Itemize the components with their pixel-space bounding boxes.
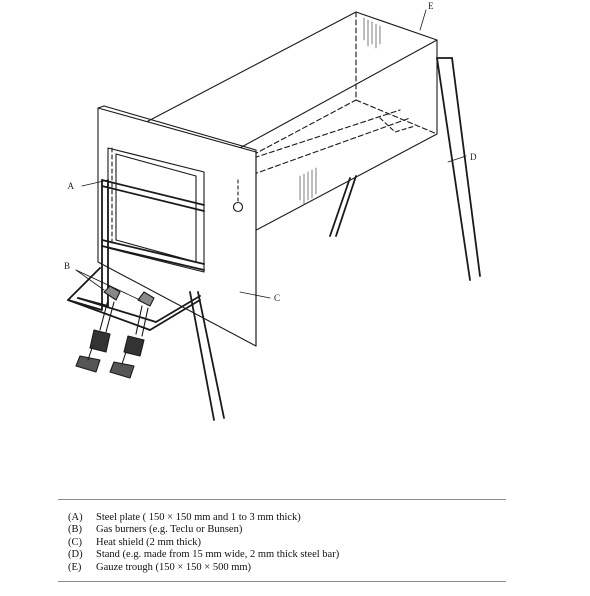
callout-e: E [428,1,434,11]
legend-key: (E) [68,561,82,573]
callout-d: D [470,152,477,162]
legend-item-e [68,562,339,574]
gas-burner-right [110,292,154,378]
legend-key: (B) [68,524,82,536]
legend-key: (D) [68,549,83,561]
callout-b: B [63,261,70,271]
legend-item-d [68,549,339,561]
legend-key: (A) [68,512,83,523]
legend [68,512,339,574]
legend-key: (C) [68,536,82,548]
legend-text: Gas burners (e.g. Teclu or Bunsen) [96,524,243,536]
callout-c: C [274,293,281,303]
legend-bottom-rule [58,581,506,582]
legend-text: Stand (e.g. made from 15 mm wide, 2 mm thick steel bar) [96,549,340,561]
legend-item-b [68,524,339,536]
callout-a: A [67,181,74,191]
legend-text: Gauze trough (150 × 150 × 500 mm) [96,561,252,573]
legend-top-rule [58,499,506,500]
legend-item-c [68,537,339,549]
legend-text: Steel plate ( 150 × 150 mm and 1 to 3 mm thick) [96,512,301,523]
legend-item-a [68,512,339,524]
legend-text: Heat shield (2 mm thick) [96,536,201,548]
